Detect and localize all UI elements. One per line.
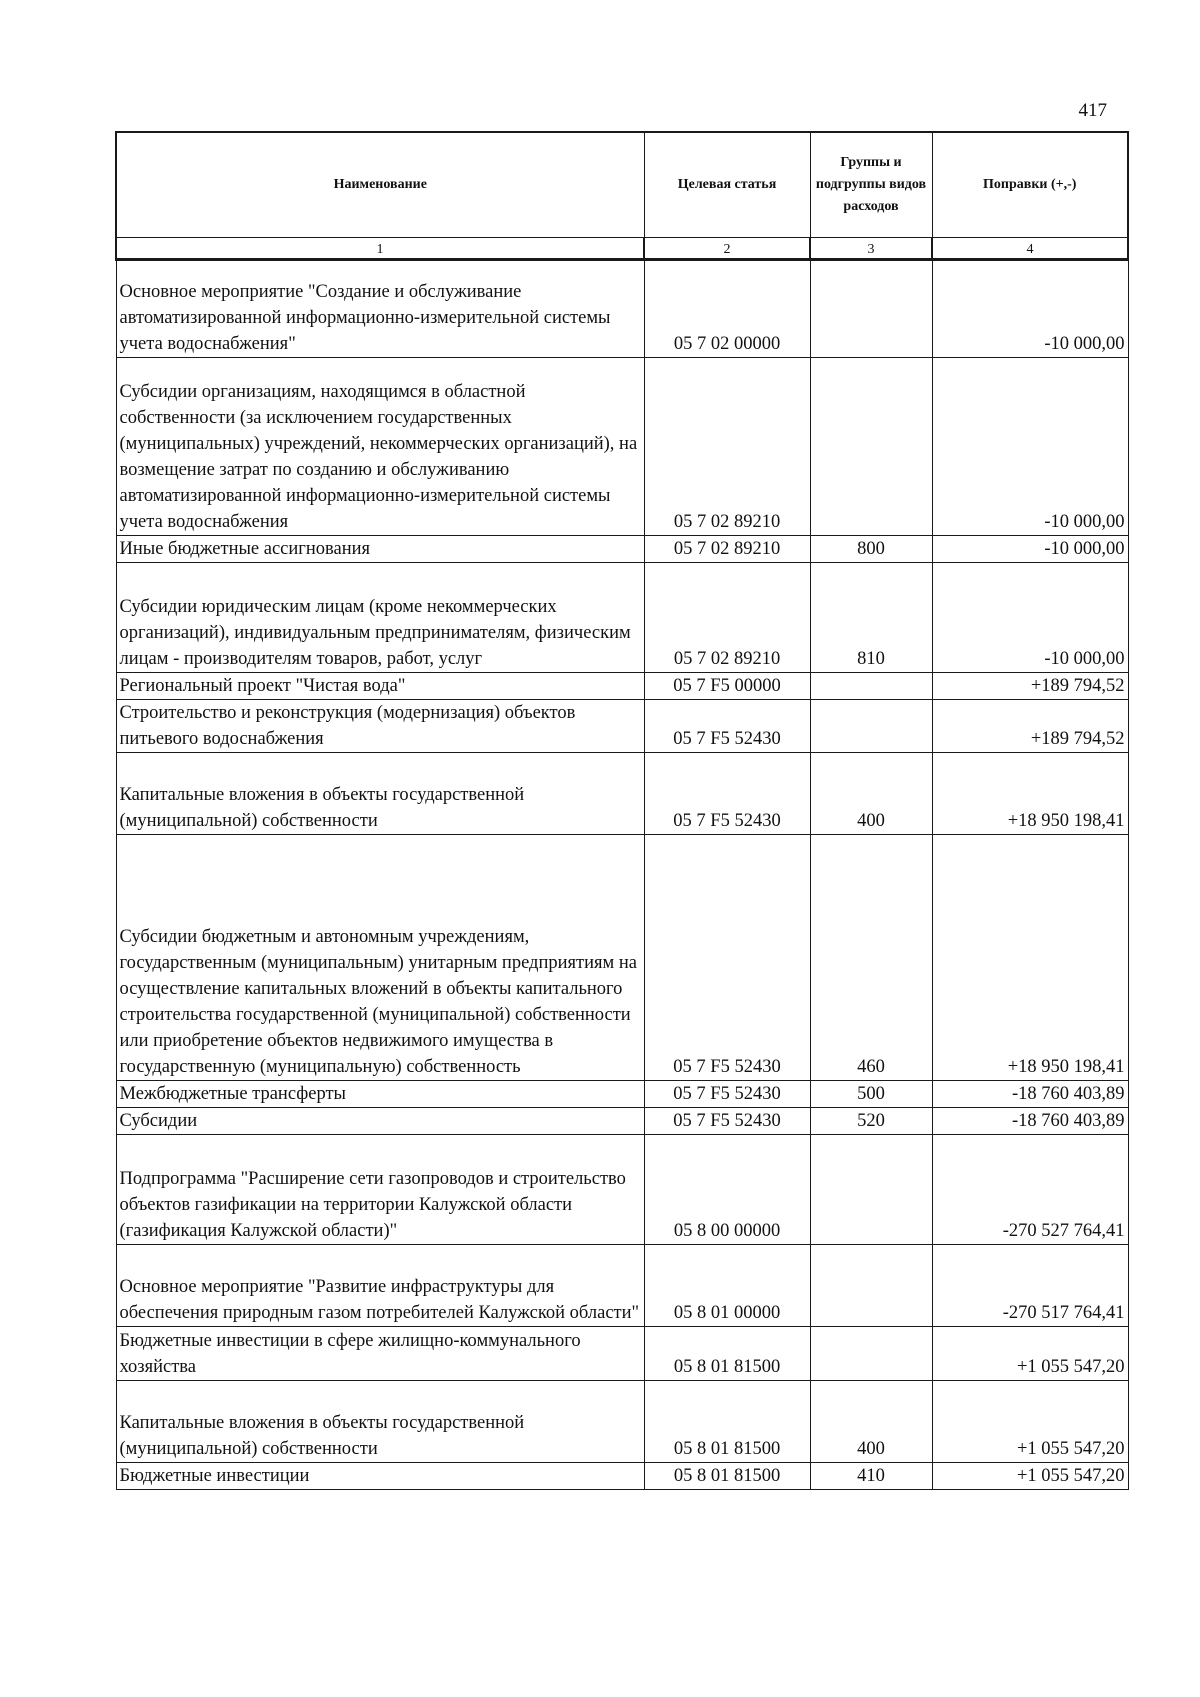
header-name: Наименование [116,132,644,238]
row-group: 520 [810,1108,932,1135]
row-amount: +1 055 547,20 [932,1327,1128,1381]
row-group [810,260,932,358]
row-amount: -10 000,00 [932,536,1128,563]
row-amount: +1 055 547,20 [932,1381,1128,1463]
table-row [116,1245,1128,1327]
row-group: 400 [810,753,932,835]
row-name: Бюджетные инвестиции [116,1463,644,1490]
row-name: Субсидии организациям, находящимся в областной собственности (за исключением государственных (муниципальных) учреждений, некоммерческих организаций), на возмещение затрат по созданию и обслуживанию автоматизированной информационно-измерительной системы учета водоснабжения [116,358,644,536]
row-amount: +189 794,52 [932,673,1128,700]
row-group [810,673,932,700]
row-article: 05 8 00 00000 [644,1135,810,1245]
row-article: 05 7 02 89210 [644,358,810,536]
table-row [116,563,1128,673]
row-amount: -10 000,00 [932,563,1128,673]
row-article: 05 7 F5 00000 [644,673,810,700]
row-article: 05 7 02 00000 [644,260,810,358]
column-number: 3 [810,238,932,260]
row-group: 410 [810,1463,932,1490]
row-name: Межбюджетные трансферты [116,1081,644,1108]
row-name: Региональный проект "Чистая вода" [116,673,644,700]
row-name: Бюджетные инвестиции в сфере жилищно-коммунального хозяйства [116,1327,644,1381]
table-row [116,358,1128,536]
row-article: 05 8 01 81500 [644,1381,810,1463]
row-amount: -270 527 764,41 [932,1135,1128,1245]
table-row [116,260,1128,358]
row-article: 05 7 F5 52430 [644,753,810,835]
row-name: Капитальные вложения в объекты государственной (муниципальной) собственности [116,753,644,835]
row-name: Подпрограмма "Расширение сети газопроводов и строительство объектов газификации на территории Калужской области (газификация Калужской области)" [116,1135,644,1245]
row-amount: -10 000,00 [932,260,1128,358]
row-amount: +189 794,52 [932,700,1128,753]
table-row [116,1463,1128,1490]
column-number: 4 [932,238,1128,260]
row-group [810,700,932,753]
row-amount: +18 950 198,41 [932,753,1128,835]
table-row [116,835,1128,1081]
row-article: 05 8 01 00000 [644,1245,810,1327]
row-group [810,1245,932,1327]
row-group [810,1135,932,1245]
row-name: Строительство и реконструкция (модернизация) объектов питьевого водоснабжения [116,700,644,753]
row-article: 05 7 F5 52430 [644,1108,810,1135]
budget-amendments-table [115,131,1129,1490]
row-amount: -18 760 403,89 [932,1108,1128,1135]
row-amount: +18 950 198,41 [932,835,1128,1081]
row-name: Иные бюджетные ассигнования [116,536,644,563]
row-group: 800 [810,536,932,563]
row-article: 05 7 F5 52430 [644,1081,810,1108]
column-number: 1 [116,238,644,260]
column-number: 2 [644,238,810,260]
row-article: 05 8 01 81500 [644,1463,810,1490]
row-name: Субсидии [116,1108,644,1135]
row-name: Основное мероприятие "Развитие инфраструктуры для обеспечения природным газом потребителей Калужской области" [116,1245,644,1327]
row-name: Капитальные вложения в объекты государственной (муниципальной) собственности [116,1381,644,1463]
row-amount: -18 760 403,89 [932,1081,1128,1108]
table-row [116,1327,1128,1381]
row-group: 810 [810,563,932,673]
row-amount: -10 000,00 [932,358,1128,536]
header-amendments: Поправки (+,-) [932,132,1128,238]
row-article: 05 7 02 89210 [644,563,810,673]
row-name: Субсидии бюджетным и автономным учреждениям, государственным (муниципальным) унитарным предприятиям на осуществление капитальных вложений в объекты капитального строительства государственной (муниципальной) собственности или приобретение объектов недвижимого имущества в государственную (муниципальную) собственность [116,835,644,1081]
table-row [116,673,1128,700]
row-amount: -270 517 764,41 [932,1245,1128,1327]
row-group: 460 [810,835,932,1081]
row-group [810,1327,932,1381]
row-amount: +1 055 547,20 [932,1463,1128,1490]
table-row [116,753,1128,835]
table-row [116,1108,1128,1135]
table-row [116,1081,1128,1108]
header-groups: Группы и подгруппы видов расходов [810,132,932,238]
header-article: Целевая статья [644,132,810,238]
row-article: 05 7 F5 52430 [644,700,810,753]
row-name: Субсидии юридическим лицам (кроме некоммерческих организаций), индивидуальным предпринимателям, физическим лицам - производителям товаров, работ, услуг [116,563,644,673]
row-group: 500 [810,1081,932,1108]
table-header-row [116,132,1128,238]
column-number-row [116,238,1128,260]
row-group: 400 [810,1381,932,1463]
row-article: 05 8 01 81500 [644,1327,810,1381]
table-row [116,700,1128,753]
table-row [116,1381,1128,1463]
table-row [116,1135,1128,1245]
row-group [810,358,932,536]
page-number: 417 [1078,100,1107,121]
row-article: 05 7 02 89210 [644,536,810,563]
row-article: 05 7 F5 52430 [644,835,810,1081]
table-row [116,536,1128,563]
row-name: Основное мероприятие "Создание и обслуживание автоматизированной информационно-измерительной системы учета водоснабжения" [116,260,644,358]
